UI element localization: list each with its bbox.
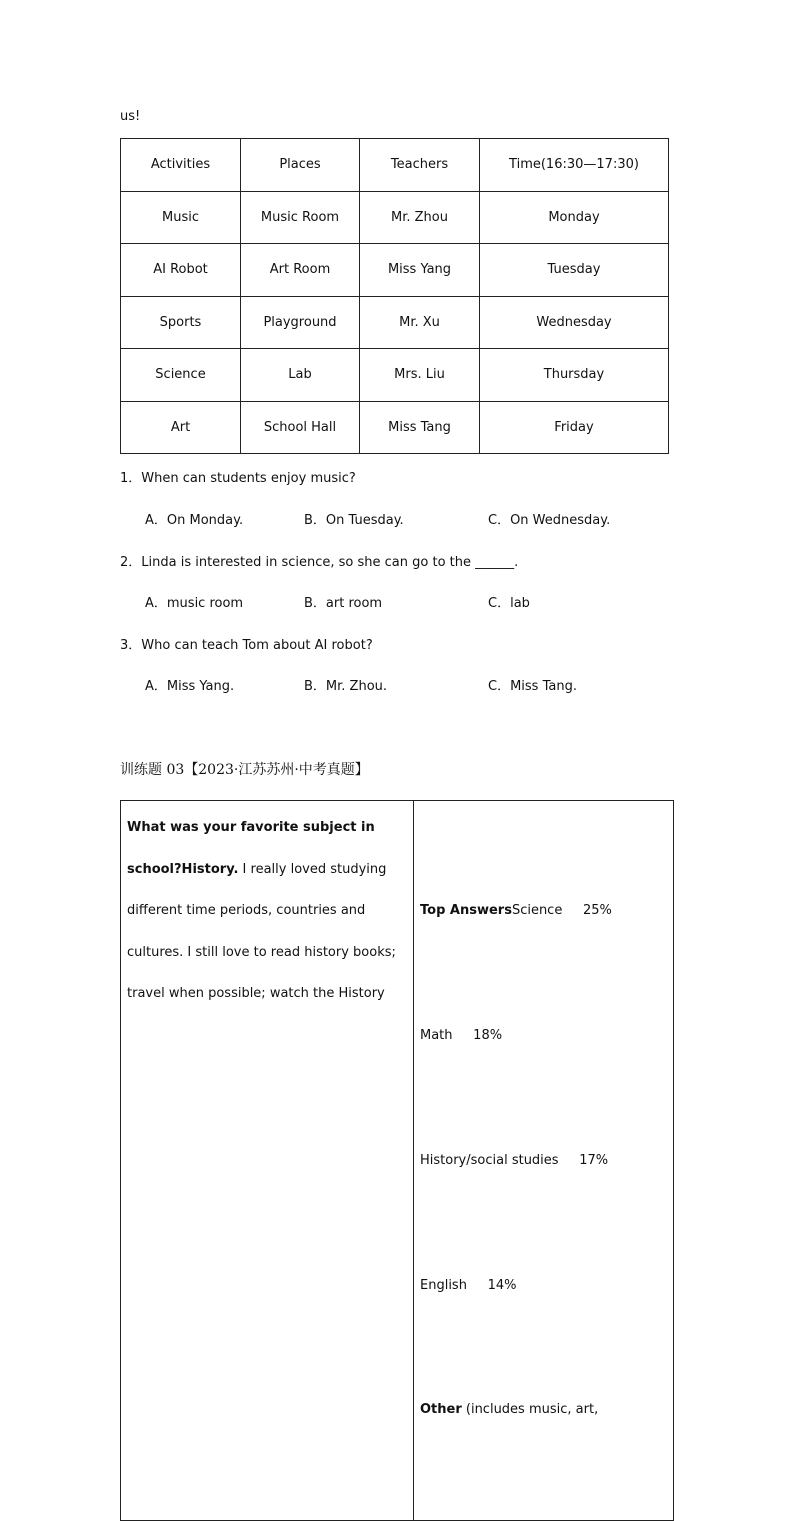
table-cell: Sports (121, 296, 241, 349)
option-3b: B．Mr. Zhou. (304, 679, 388, 694)
answer-english: English 14% (420, 1277, 517, 1293)
table-cell: Mrs. Liu (360, 349, 480, 402)
table-cell: Miss Tang (360, 401, 480, 454)
question-3: 3．Who can teach Tom about AI robot? (120, 638, 373, 653)
header-cell: Teachers (360, 139, 480, 192)
table-cell: Wednesday (480, 296, 669, 349)
option-2b: B．art room (304, 596, 383, 611)
table-cell: Art (121, 401, 241, 454)
schedule-table (120, 138, 669, 454)
other-label: Other (420, 1402, 462, 1418)
table-cell: Music Room (241, 191, 360, 244)
table-cell: Music (121, 191, 241, 244)
reading-left-cell (121, 801, 414, 1521)
option-1a: A．On Monday. (145, 513, 244, 528)
reading-text: travel when possible; watch the History (127, 986, 385, 1002)
top-answers-label: Top Answers (420, 903, 512, 919)
option-1b: B．On Tuesday. (304, 513, 404, 528)
reading-text: cultures. I still love to read history books; (127, 944, 396, 960)
option-3a: A．Miss Yang. (145, 679, 235, 694)
table-cell: Friday (480, 401, 669, 454)
answer-history: History/social studies 17% (420, 1152, 609, 1168)
option-3c: C．Miss Tang. (488, 679, 577, 694)
question-2: 2．Linda is interested in science, so she can go to the ______. (120, 555, 519, 570)
table-cell: Art Room (241, 244, 360, 297)
header-cell: Activities (121, 139, 241, 192)
reading-answer-bold: school?History. (127, 861, 239, 877)
question-1: 1．When can students enjoy music? (120, 471, 356, 486)
table-cell: Lab (241, 349, 360, 402)
answer-math: Math 18% (420, 1027, 503, 1043)
table-cell: Science (121, 349, 241, 402)
table-cell: Mr. Zhou (360, 191, 480, 244)
reading-question: What was your favorite subject in (127, 820, 375, 835)
reading-text: different time periods, countries and (127, 903, 366, 919)
table-cell: AI Robot (121, 244, 241, 297)
reading-right-cell (414, 801, 674, 1521)
table-row (121, 349, 669, 402)
table-row (121, 244, 669, 297)
reading-text: I really loved studying (238, 861, 387, 877)
table-cell: Miss Yang (360, 244, 480, 297)
reading-table (120, 800, 674, 1521)
section-title: 训练题 03【2023·江苏苏州·中考真题】 (120, 762, 369, 778)
answer-other: (includes music, art, (461, 1402, 599, 1418)
table-cell: Tuesday (480, 244, 669, 297)
table-cell: Monday (480, 191, 669, 244)
table-cell: School Hall (241, 401, 360, 454)
table-row (121, 401, 669, 454)
table-row (121, 191, 669, 244)
header-cell: Places (241, 139, 360, 192)
table-cell: Mr. Xu (360, 296, 480, 349)
header-cell: Time(16:30—17:30) (480, 139, 669, 192)
option-2a: A．music room (145, 596, 244, 611)
option-2c: C．lab (488, 596, 530, 611)
answer-science: Science 25% (511, 903, 612, 919)
table-cell: Thursday (480, 349, 669, 402)
intro-tail: us! (120, 109, 141, 124)
table-header-row (121, 139, 669, 192)
table-row (121, 296, 669, 349)
table-cell: Playground (241, 296, 360, 349)
option-1c: C．On Wednesday. (488, 513, 611, 528)
